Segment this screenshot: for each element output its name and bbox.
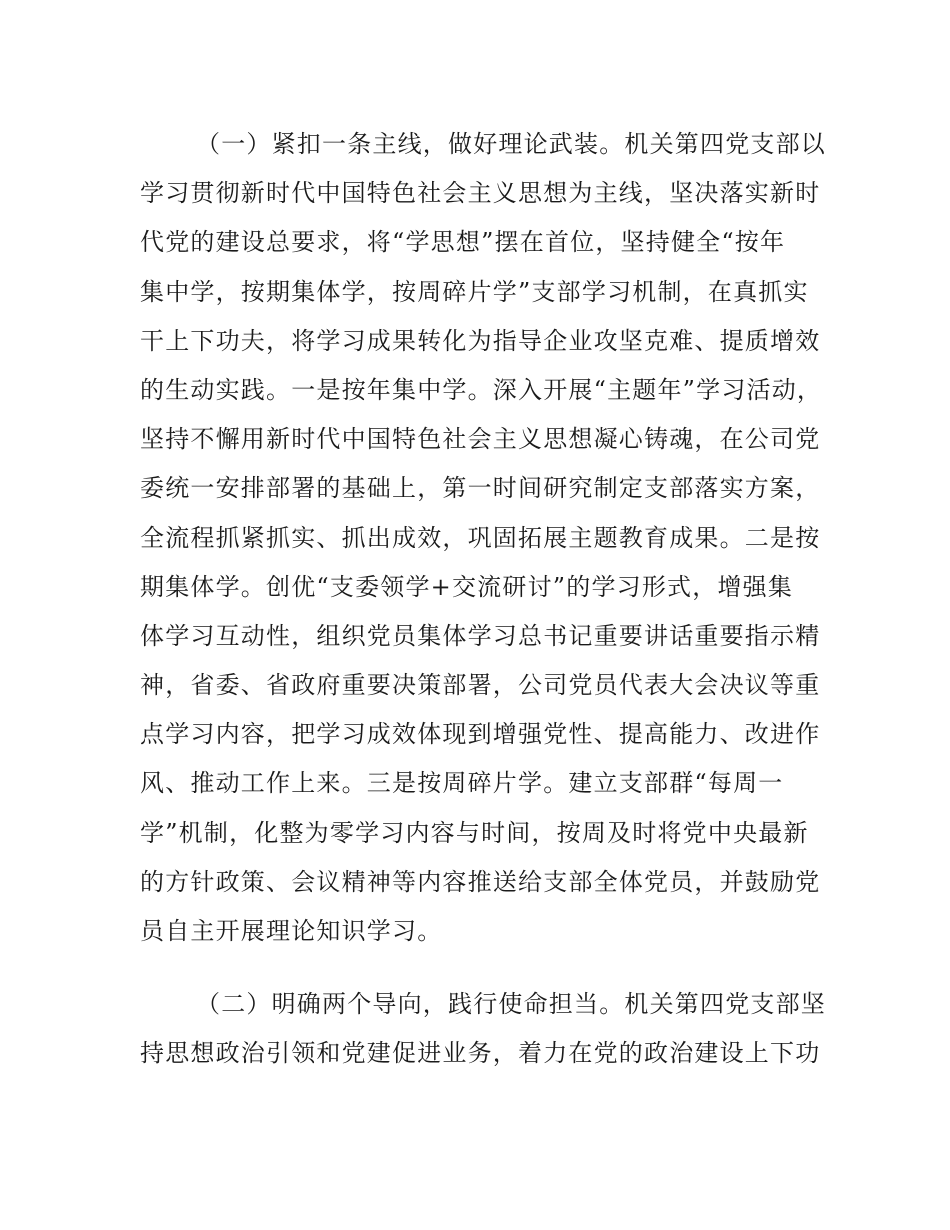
paragraph-line: （一）紧扣一条主线，做好理论武装。机关第四党支部以 <box>196 130 826 158</box>
paragraph-line: 全流程抓紧抓实、抓出成效，巩固拓展主题教育成果。二是按 <box>140 523 821 552</box>
paragraph-line: 学”机制，化整为零学习内容与时间，按周及时将党中央最新 <box>140 818 809 847</box>
paragraph-line: 集中学，按期集体学，按周碎片学”支部学习机制，在真抓实 <box>140 277 809 306</box>
paragraph-line: 的生动实践。一是按年集中学。深入开展“主题年”学习活动， <box>140 375 823 404</box>
paragraph-line: 学习贯彻新时代中国特色社会主义思想为主线，坚决落实新时 <box>140 179 821 208</box>
paragraph-line: 坚持不懈用新时代中国特色社会主义思想凝心铸魂，在公司党 <box>140 425 821 454</box>
paragraph-line: 员自主开展理论知识学习。 <box>140 917 443 945</box>
paragraph-line: 体学习互动性，组织党员集体学习总书记重要讲话重要指示精 <box>140 621 821 650</box>
paragraph-line: 点学习内容，把学习成效体现到增强党性、提高能力、改进作 <box>140 720 821 749</box>
paragraph-line: 风、推动工作上来。三是按周碎片学。建立支部群“每周一 <box>140 769 784 798</box>
paragraph-line: 期集体学。创优“支委领学+交流研讨”的学习形式，增强集 <box>140 572 794 601</box>
paragraph-line: 神，省委、省政府重要决策部署，公司党员代表大会决议等重 <box>140 671 821 700</box>
paragraph-line: 干上下功夫，将学习成果转化为指导企业攻坚克难、提质增效 <box>140 326 821 355</box>
paragraph-line: 代党的建设总要求，将“学思想”摆在首位，坚持健全“按年 <box>140 228 786 257</box>
paragraph-line: 委统一安排部署的基础上，第一时间研究制定支部落实方案， <box>140 474 821 503</box>
paragraph-line: 持思想政治引领和党建促进业务，着力在党的政治建设上下功 <box>140 1039 821 1068</box>
paragraph-line: 的方针政策、会议精神等内容推送给支部全体党员，并鼓励党 <box>140 867 821 896</box>
paragraph-1 <box>140 120 826 956</box>
paragraph-2 <box>140 980 826 1078</box>
paragraph-line: （二）明确两个导向，践行使命担当。机关第四党支部坚 <box>196 990 826 1018</box>
